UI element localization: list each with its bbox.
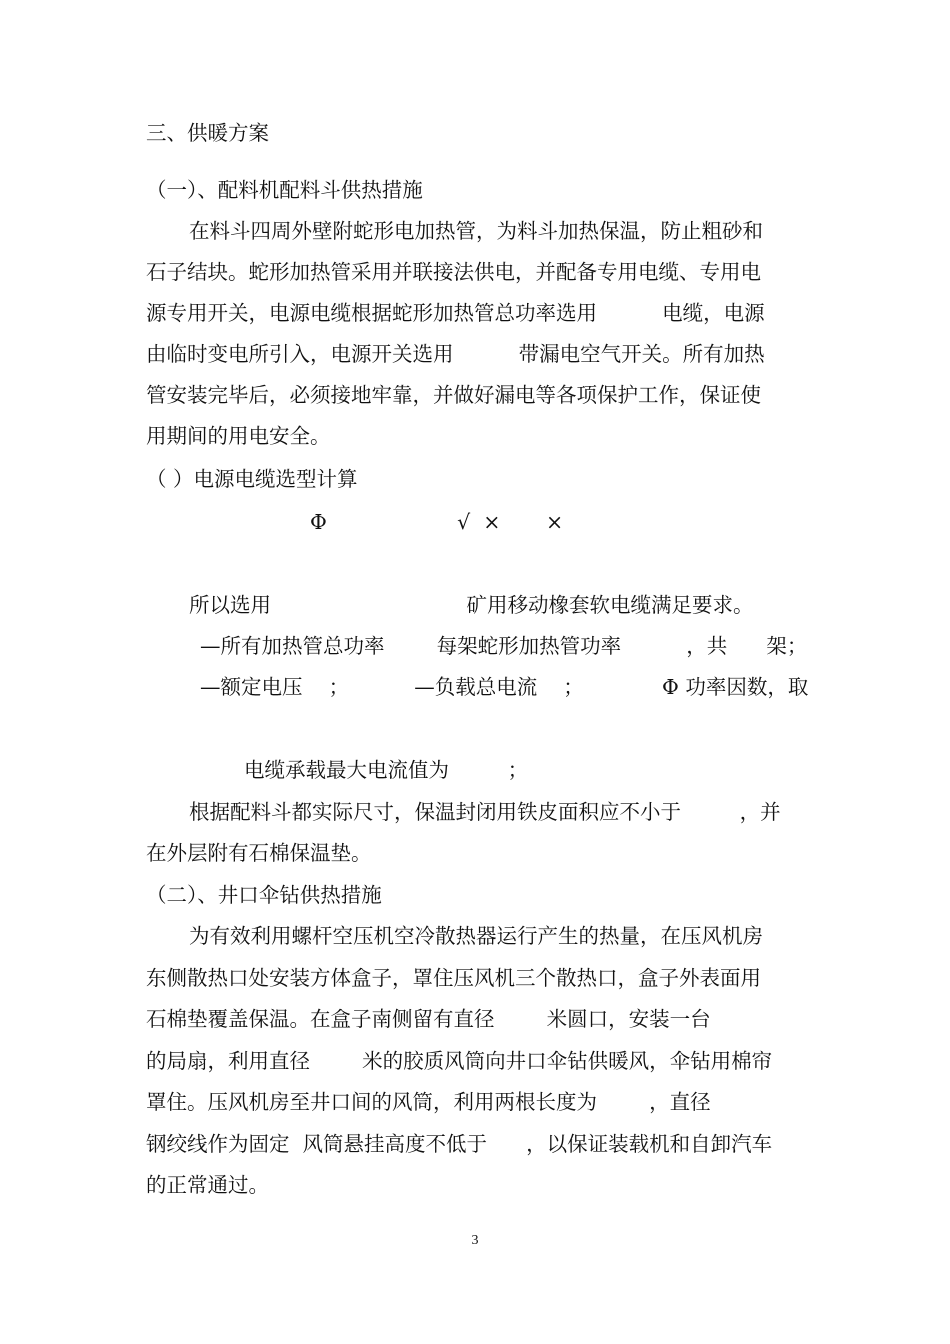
subsection-heading: （二）、井口伞钻供热措施 (146, 883, 382, 907)
paragraph-line: 所以选用 矿用移动橡套软电缆满足要求。 (189, 593, 754, 617)
paragraph-line: 的正常通过。 (146, 1173, 269, 1197)
paragraph-line: 用期间的用电安全。 (146, 424, 331, 448)
page-number: 3 (471, 1233, 479, 1248)
paragraph-line: 在料斗四周外壁附蛇形电加热管，为料斗加热保温，防止粗砂和 (189, 219, 763, 243)
subsection-heading: （一）、配料机配料斗供热措施 (146, 178, 423, 202)
paragraph-line: 管安装完毕后，必须接地牢靠，并做好漏电等各项保护工作，保证使 (146, 383, 761, 407)
section-heading: 三、供暖方案 (146, 121, 269, 145)
paragraph-line: 石棉垫覆盖保温。在盒子南侧留有直径 米圆口，安装一台 (146, 1007, 711, 1031)
variable-definition-line: —所有加热管总功率 每架蛇形加热管功率 ，共 架； (200, 634, 808, 658)
paragraph-line: 东侧散热口处安装方体盒子，罩住压风机三个散热口，盒子外表面用 (146, 966, 761, 990)
paragraph-line: 钢绞线作为固定 风筒悬挂高度不低于 ，以保证装载机和自卸汽车 (146, 1132, 773, 1156)
paragraph-line: 的局扇，利用直径 米的胶质风筒向井口伞钻供暖风，伞钻用棉帘 (146, 1049, 773, 1073)
paragraph-line: 罩住。压风机房至井口间的风筒，利用两根长度为 ，直径 (146, 1090, 711, 1114)
paragraph-line: 在外层附有石棉保温垫。 (146, 841, 372, 865)
paragraph-line: 由临时变电所引入，电源开关选用 带漏电空气开关。所有加热 (146, 342, 765, 366)
paragraph-line: 根据配料斗都实际尺寸，保温封闭用铁皮面积应不小于 ，并 (189, 800, 781, 824)
paragraph-line: 石子结块。蛇形加热管采用并联接法供电，并配备专用电缆、专用电 (146, 260, 761, 284)
variable-definition-line: —额定电压 ； —负载总电流 ； Φ 功率因数，取 (200, 675, 809, 699)
formula-line: Φ √ × × (310, 510, 564, 534)
paragraph-line: 源专用开关，电源电缆根据蛇形加热管总功率选用 电缆，电源 (146, 301, 765, 325)
paragraph-line: 电缆承载最大电流值为 ； (244, 758, 529, 782)
paragraph-line: 为有效利用螺杆空压机空冷散热器运行产生的热量，在压风机房 (189, 924, 763, 948)
subsection-heading: （ ）电源电缆选型计算 (146, 467, 358, 491)
